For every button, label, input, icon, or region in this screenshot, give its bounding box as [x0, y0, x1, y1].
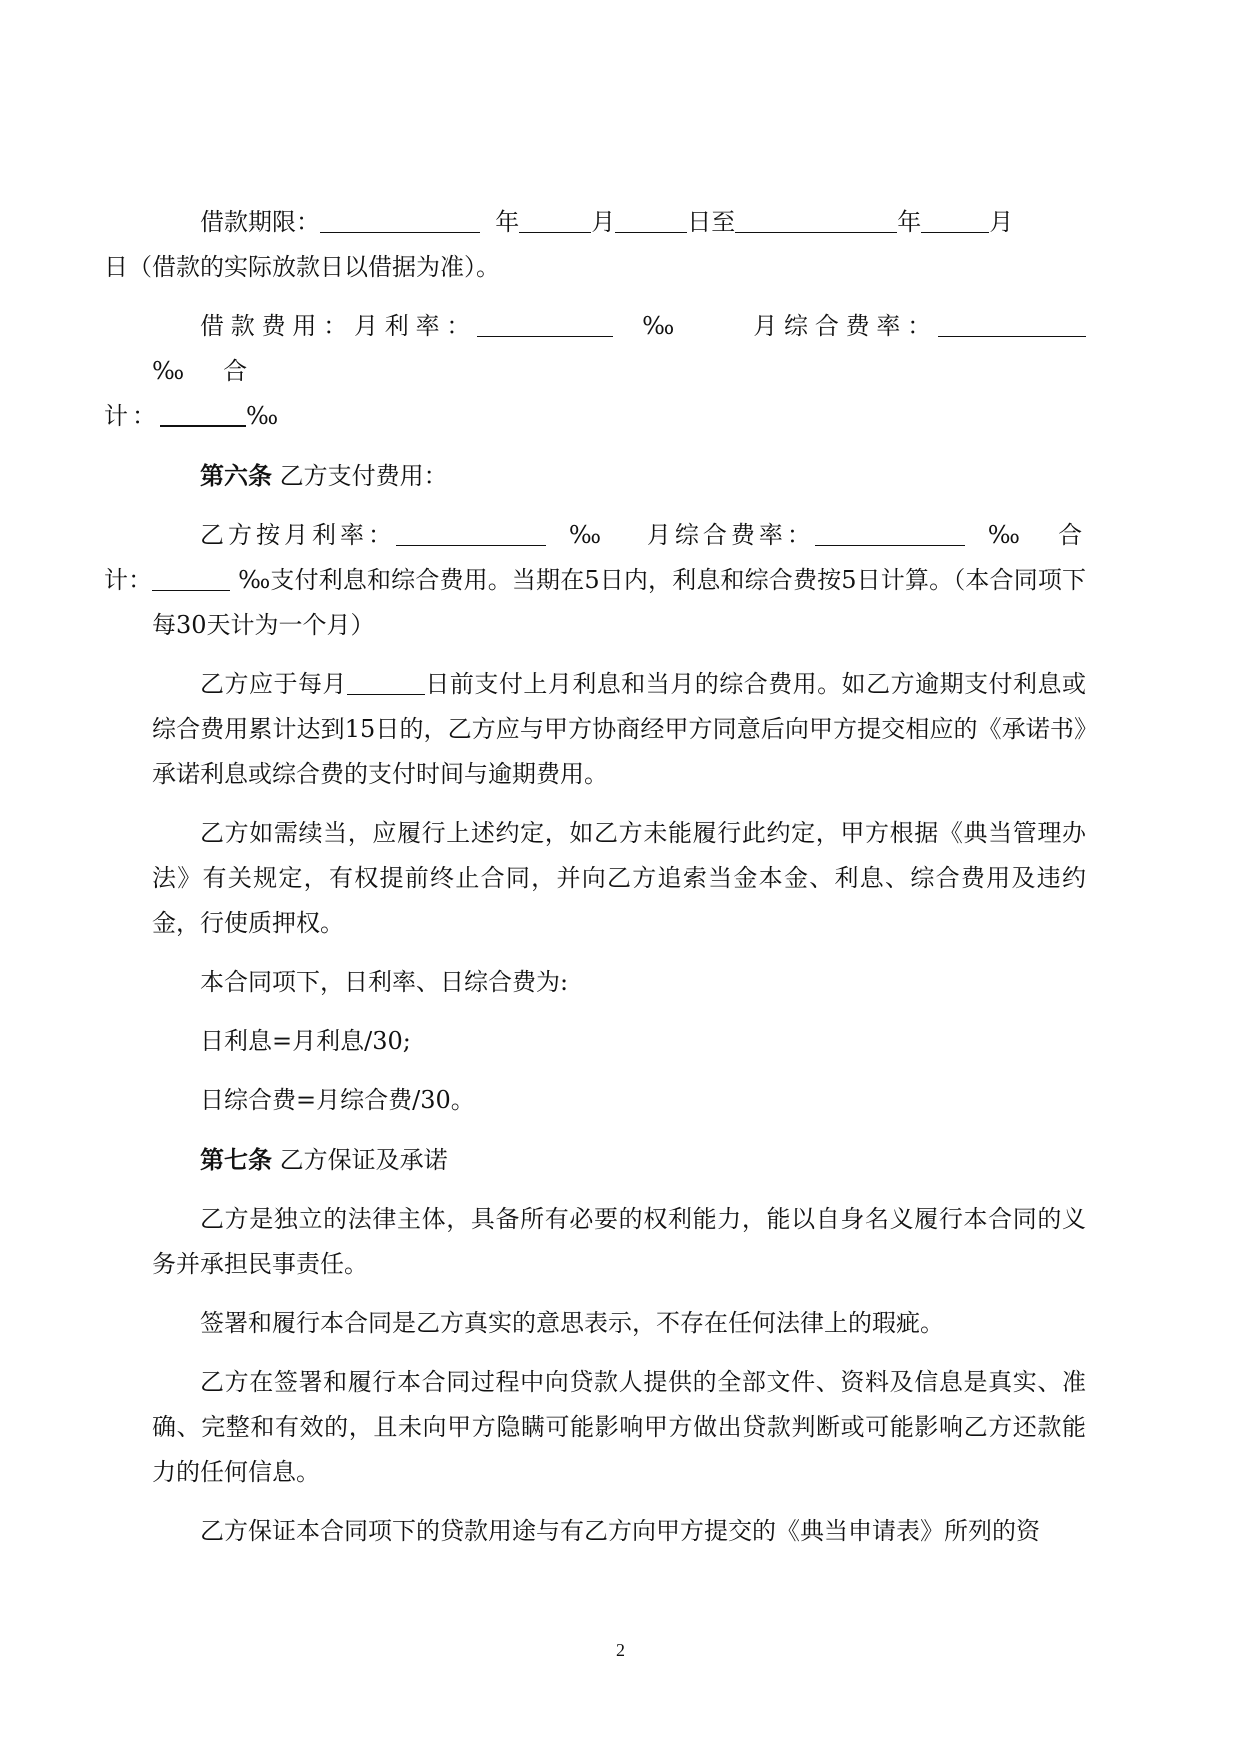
year-label-2: 年: [897, 208, 922, 236]
article-6-p3: 乙方如需续当，应履行上述约定，如乙方未能履行此约定，甲方根据《典当管理办法》有关规定，有权提前终止合同，并向乙方追索当金本金、利息、综合费用及违约金，行使质押权。: [152, 819, 1086, 937]
loan-term-paragraph: [104, 200, 1086, 290]
month-label: 月: [591, 208, 616, 236]
total-label-3: 合: [1058, 521, 1083, 549]
start-day-blank[interactable]: [615, 208, 687, 233]
start-month-blank[interactable]: [519, 208, 591, 233]
article-7-p1: 乙方是独立的法律主体，具备所有必要的权利能力，能以自身名义履行本合同的义务并承担民事责任。: [152, 1205, 1086, 1278]
comp-fee-blank[interactable]: [938, 312, 1086, 337]
document-body: [104, 200, 1087, 1568]
permil-sign-2: ‰: [152, 357, 189, 385]
start-year-blank[interactable]: [320, 208, 480, 233]
year-label: 年: [495, 208, 520, 236]
article-6-p4: 本合同项下，日利率、日综合费为:: [200, 968, 569, 996]
article-6-p2: [152, 662, 1086, 797]
article-6-p6: 日综合费=月综合费/30。: [200, 1086, 475, 1114]
loan-term-note: 日（借款的实际放款日以借据为准）。: [104, 253, 500, 281]
article-6-heading: [152, 453, 1086, 499]
article-6-number: 第六条: [200, 461, 272, 490]
loan-fees-label: 借款费用：月利率：: [200, 312, 478, 340]
permil-sign-5: ‰: [987, 521, 1020, 549]
loan-fees-paragraph: [104, 304, 1086, 439]
article-7-title: 乙方保证及承诺: [279, 1146, 448, 1174]
article-6-p5: 日利息=月利息/30;: [200, 1027, 411, 1055]
page-number: 2: [616, 1640, 625, 1660]
article-7-number: 第七条: [200, 1145, 272, 1174]
permil-sign: ‰: [642, 312, 682, 340]
total-label-2: 计：: [104, 402, 160, 430]
article-7-p2: 签署和履行本合同是乙方真实的意思表示，不存在任何法律上的瑕疵。: [200, 1309, 944, 1337]
comp-rate-label: 月综合费率：: [646, 521, 815, 549]
end-year-blank[interactable]: [735, 208, 897, 233]
total-label-4: 计：: [104, 566, 153, 594]
rate-label: 乙方按月利率：: [200, 521, 396, 549]
total-label: 合: [223, 357, 252, 385]
rate-blank[interactable]: [396, 521, 546, 546]
article-6-p1: [104, 513, 1086, 648]
total-blank-2[interactable]: [152, 566, 230, 591]
month-label-2: 月: [989, 208, 1014, 236]
comp-fee-label: 月综合费率：: [753, 312, 939, 340]
permil-sign-3: ‰: [246, 402, 283, 430]
payment-text: ‰支付利息和综合费用。当期在5日内，利息和综合费按5日计算。（本合同项下每30天计为一个月）: [152, 566, 1086, 639]
permil-sign-4: ‰: [568, 521, 602, 549]
payment-day-blank[interactable]: [347, 670, 425, 695]
article-6-title: 乙方支付费用：: [279, 462, 448, 490]
payment-date-text: 日前支付上月利息和当月的综合费用。如乙方逾期支付利息或综合费用累计达到15日的，乙方应与甲方协商经甲方同意后向甲方提交相应的《承诺书》承诺利息或综合费的支付时间与逾期费用。: [152, 670, 1087, 788]
day-to-label: 日至: [687, 208, 736, 236]
total-blank[interactable]: [160, 401, 246, 427]
monthly-rate-blank[interactable]: [477, 312, 613, 337]
article-7-p3: 乙方在签署和履行本合同过程中向贷款人提供的全部文件、资料及信息是真实、准确、完整和有效的，且未向甲方隐瞒可能影响甲方做出贷款判断或可能影响乙方还款能力的任何信息。: [152, 1368, 1086, 1486]
comp-rate-blank[interactable]: [815, 521, 965, 546]
article-7-p4: 乙方保证本合同项下的贷款用途与有乙方向甲方提交的《典当申请表》所列的资: [200, 1517, 1040, 1545]
article-7-heading: [152, 1137, 1086, 1183]
payment-date-label: 乙方应于每月: [200, 670, 347, 698]
loan-term-label: 借款期限：: [200, 208, 320, 236]
end-month-blank[interactable]: [921, 208, 989, 233]
